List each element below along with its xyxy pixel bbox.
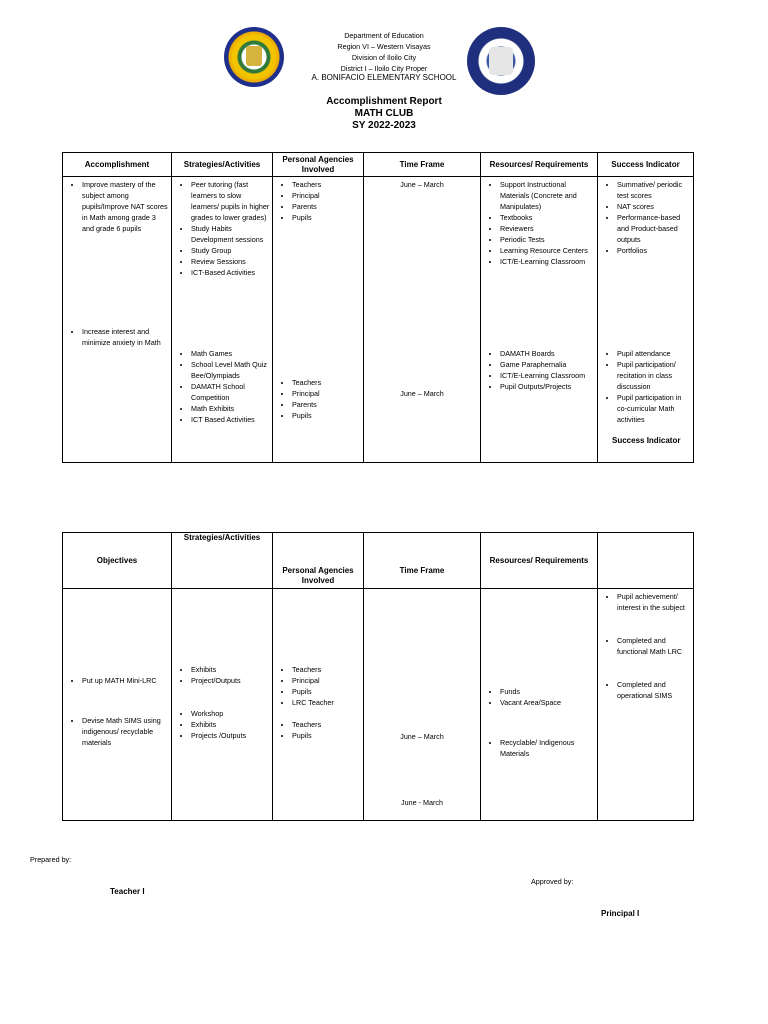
list-item: • Completed and functional Math LRC <box>617 635 691 657</box>
list-item: • Support Instructional Materials (Concrete and Manipulates) <box>500 179 595 212</box>
document-header <box>284 30 484 83</box>
school-name: A. BONIFACIO ELEMENTARY SCHOOL <box>311 73 457 82</box>
list-item: • Reviewers <box>500 223 595 234</box>
list-item: • Textbooks <box>500 212 595 223</box>
table-cell <box>481 589 598 821</box>
list-item: • DAMATH School Competition <box>191 381 270 403</box>
list-item: • ICT Based Activities <box>191 414 270 425</box>
list-item: • Funds <box>500 686 595 697</box>
success-indicator-label: Success Indicator <box>612 436 681 445</box>
header-line: Region VI – Western Visayas <box>337 42 431 51</box>
list-item: • Increase interest and minimize anxiety in Math <box>82 326 169 348</box>
table-cell <box>63 177 172 463</box>
club-name: MATH CLUB <box>354 108 414 119</box>
col-header-accomplishment: Accomplishment <box>63 153 172 177</box>
list-item: • Principal <box>292 190 361 201</box>
col-header-time-frame: Time Frame <box>364 533 481 589</box>
table-cell <box>172 589 273 821</box>
col-header-resources: Resources/ Requirements <box>481 533 598 589</box>
time-frame: June – March <box>400 732 444 741</box>
time-frame: June – March <box>400 180 444 189</box>
list-item: • Parents <box>292 201 361 212</box>
list-item: • ICT/E-Learning Classroom <box>500 370 595 381</box>
header-line: Division of Iloilo City <box>351 53 417 62</box>
prepared-by-label: Prepared by: <box>30 855 72 864</box>
objectives-table <box>62 532 694 821</box>
list-item: • Pupil participation in co-curricular Math activities <box>617 392 691 425</box>
list-item: • Peer tutoring (fast learners to slow learners/ pupils in higher grades to lower grades) <box>191 179 270 223</box>
list-item: • Improve mastery of the subject among pupils/Improve NAT scores in Math among grade 3 and grade 6 pupils <box>82 179 169 234</box>
list-item: • Principal <box>292 388 361 399</box>
table-cell <box>273 177 364 463</box>
list-item: • Pupils <box>292 686 361 697</box>
list-item: • Periodic Tests <box>500 234 595 245</box>
list-item: • Exhibits <box>191 664 270 675</box>
table-cell <box>481 177 598 463</box>
list-item: • Teachers <box>292 179 361 190</box>
table-cell <box>172 177 273 463</box>
list-item: • Pupils <box>292 730 361 741</box>
list-item: • LRC Teacher <box>292 697 361 708</box>
list-item: • ICT-Based Activities <box>191 267 270 278</box>
time-frame: June – March <box>400 389 444 398</box>
school-seal-logo <box>224 27 284 87</box>
list-item: • Summative/ periodic test scores <box>617 179 691 201</box>
accomplishment-table <box>62 152 694 463</box>
list-item: • School Level Math Quiz Bee/Olympiads <box>191 359 270 381</box>
table-cell <box>598 589 694 821</box>
list-item: • Study Group <box>191 245 270 256</box>
list-item: • Vacant Area/Space <box>500 697 595 708</box>
table-cell <box>364 589 481 821</box>
list-item: • Math Exhibits <box>191 403 270 414</box>
col-header-strategies: Strategies/Activities <box>172 533 273 589</box>
list-item: • Projects /Outputs <box>191 730 270 741</box>
list-item: • DAMATH Boards <box>500 348 595 359</box>
col-header-empty <box>598 533 694 589</box>
list-item: • Study Habits Development sessions <box>191 223 270 245</box>
list-item: • Pupil attendance <box>617 348 691 359</box>
col-header-time-frame: Time Frame <box>364 153 481 177</box>
header-line: Department of Education <box>344 31 424 40</box>
table-cell <box>598 177 694 463</box>
list-item: • Review Sessions <box>191 256 270 267</box>
col-header-agencies: Personal Agencies Involved <box>273 153 364 177</box>
list-item: • Math Games <box>191 348 270 359</box>
school-year: SY 2022-2023 <box>352 120 416 131</box>
list-item: • NAT scores <box>617 201 691 212</box>
report-title: Accomplishment Report <box>326 96 442 107</box>
list-item: • ICT/E-Learning Classroom <box>500 256 595 267</box>
list-item: • Parents <box>292 399 361 410</box>
col-header-strategies: Strategies/Activities <box>172 153 273 177</box>
list-item: • Teachers <box>292 377 361 388</box>
time-frame: June - March <box>401 798 443 807</box>
col-header-objectives: Objectives <box>63 533 172 589</box>
list-item: • Pupils <box>292 212 361 223</box>
table-cell <box>364 177 481 463</box>
header-line: District I – Iloilo City Proper <box>340 64 428 73</box>
list-item: • Pupils <box>292 410 361 421</box>
list-item: • Teachers <box>292 664 361 675</box>
table-cell <box>63 589 172 821</box>
list-item: • Pupil participation/ recitation in class discussion <box>617 359 691 392</box>
col-header-success-indicator: Success Indicator <box>598 153 694 177</box>
list-item: • Recyclable/ Indigenous Materials <box>500 737 595 759</box>
list-item: • Portfolios <box>617 245 691 256</box>
col-header-resources: Resources/ Requirements <box>481 153 598 177</box>
list-item: • Devise Math SIMS using indigenous/ recyclable materials <box>82 715 169 748</box>
principal-signature: Principal I <box>601 909 640 918</box>
teacher-signature: Teacher I <box>110 887 145 896</box>
list-item: • Pupil achievement/ interest in the subject <box>617 591 691 613</box>
list-item: • Project/Outputs <box>191 675 270 686</box>
list-item: • Teachers <box>292 719 361 730</box>
list-item: • Game Paraphernalia <box>500 359 595 370</box>
list-item: • Pupil Outputs/Projects <box>500 381 595 392</box>
list-item: • Completed and operational SIMS <box>617 679 691 701</box>
list-item: • Performance-based and Product-based outputs <box>617 212 691 245</box>
list-item: • Exhibits <box>191 719 270 730</box>
list-item: • Workshop <box>191 708 270 719</box>
approved-by-label: Approved by: <box>531 877 574 886</box>
table-cell <box>273 589 364 821</box>
list-item: • Put up MATH Mini-LRC <box>82 675 169 686</box>
list-item: • Learning Resource Centers <box>500 245 595 256</box>
col-header-agencies: Personal Agencies Involved <box>273 533 364 589</box>
list-item: • Principal <box>292 675 361 686</box>
